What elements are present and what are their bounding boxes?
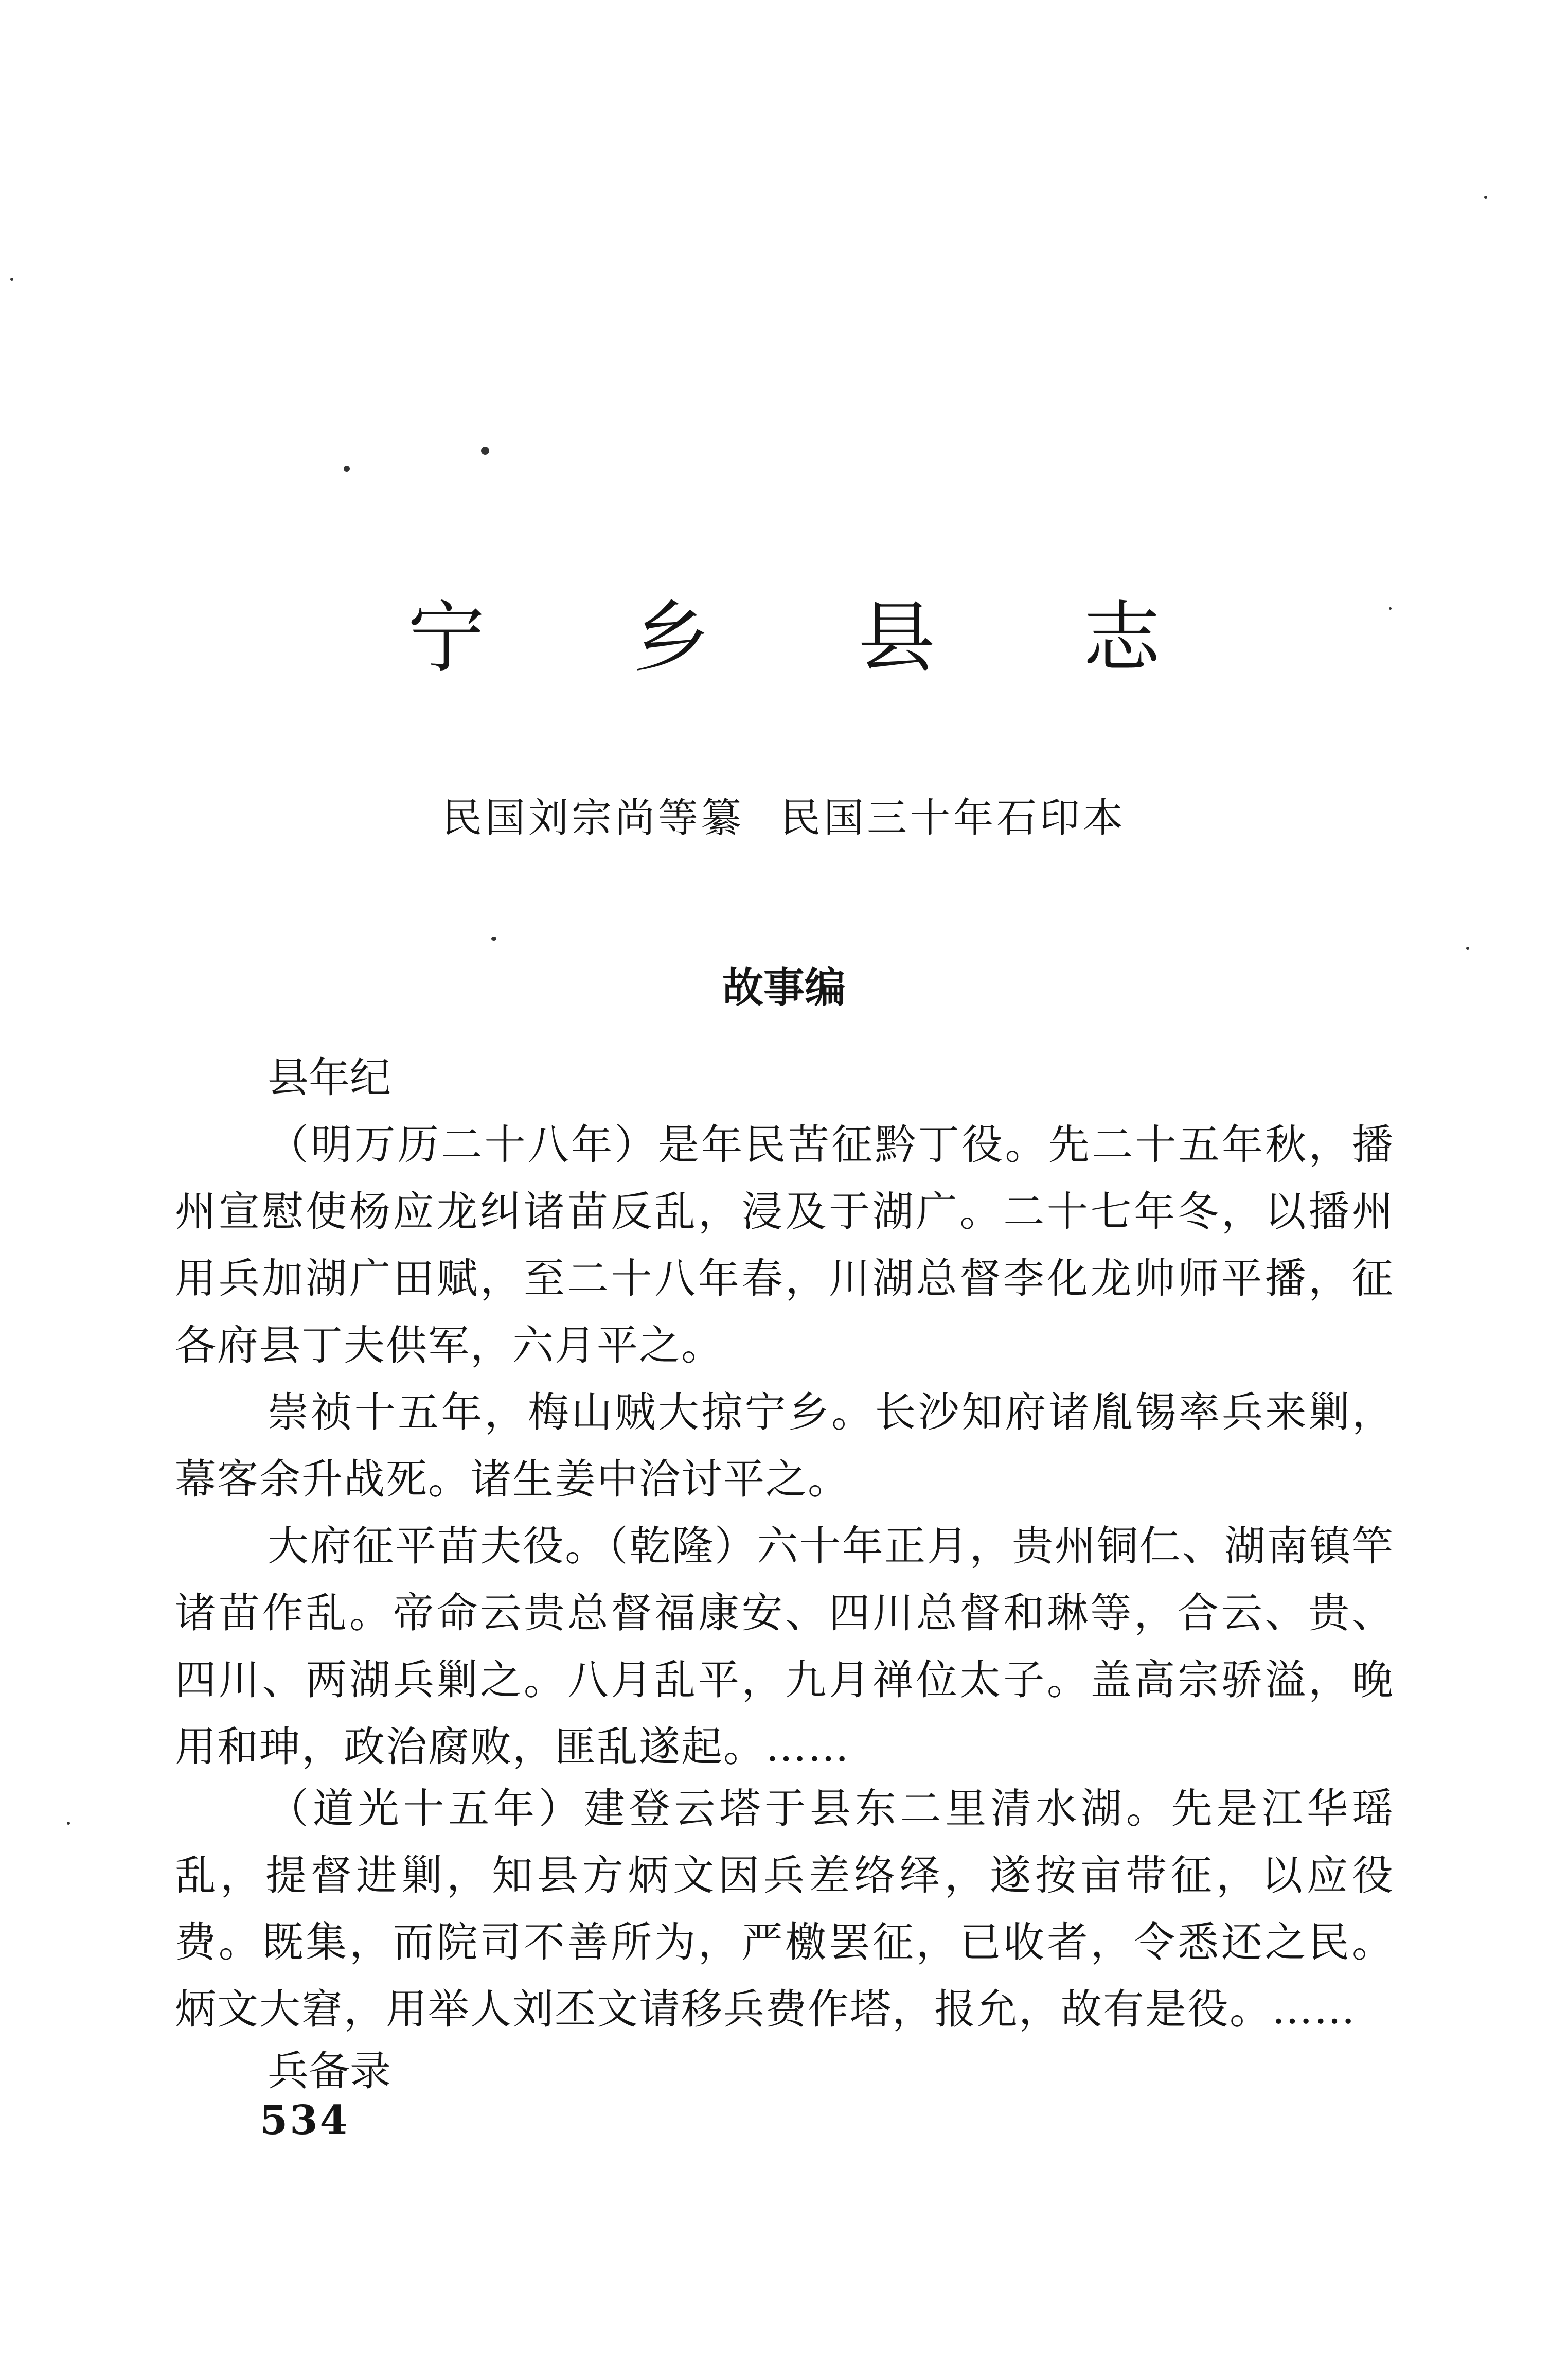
scan-speck xyxy=(491,937,496,941)
subtitle xyxy=(0,792,1568,844)
body-paragraph-2 xyxy=(175,1379,1394,1513)
page-number: 534 xyxy=(260,2097,350,2144)
body-paragraph-4 xyxy=(175,1775,1394,2043)
page-title: 宁 乡 县 志 xyxy=(407,593,1222,683)
scan-speck xyxy=(1484,196,1487,199)
subtitle-author: 民国刘宗尚等纂 xyxy=(441,795,744,841)
paragraph: 大府征平苗夫役。（乾隆）六十年正月，贵州铜仁、湖南镇竿诸苗作乱。帝命云贵总督福康安、四川总督和琳等，合云、贵、四川、两湖兵剿之。八月乱平，九月禅位太子。盖高宗骄溢，晚用和珅，政治腐败，匪乱遂起。…… xyxy=(175,1522,1394,1771)
scan-speck xyxy=(344,466,350,472)
scan-speck xyxy=(10,278,13,281)
body-paragraph-3 xyxy=(175,1513,1394,1780)
subtitle-edition: 民国三十年石印本 xyxy=(780,795,1127,841)
body-paragraph-1 xyxy=(175,1112,1394,1379)
paragraph: （道光十五年）建登云塔于县东二里清水湖。先是江华瑶乱，提督进剿，知县方炳文因兵差络绎，遂按亩带征，以应役费。既集，而院司不善所为，严檄罢征，已收者，令悉还之民。炳文大窘，用举人刘丕文请移兵费作塔，报允，故有是役。…… xyxy=(175,1785,1394,2033)
subheading-military-record: 兵备录 xyxy=(268,2047,391,2095)
scan-speck xyxy=(1466,947,1469,950)
paragraph: （明万历二十八年）是年民苦征黔丁役。先二十五年秋，播州宣慰使杨应龙纠诸苗反乱，浸及于湖广。二十七年冬，以播州用兵加湖广田赋，至二十八年春，川湖总督李化龙帅师平播，征各府县丁夫供军，六月平之。 xyxy=(175,1121,1394,1369)
subheading-county-chronicle: 县年纪 xyxy=(268,1054,391,1102)
paragraph: 崇祯十五年，梅山贼大掠宁乡。长沙知府诸胤锡率兵来剿，幕客余升战死。诸生姜中洽讨平之。 xyxy=(175,1388,1394,1503)
scan-speck xyxy=(481,447,489,455)
section-heading: 故事编 xyxy=(722,964,846,1012)
scan-speck xyxy=(67,1822,70,1825)
